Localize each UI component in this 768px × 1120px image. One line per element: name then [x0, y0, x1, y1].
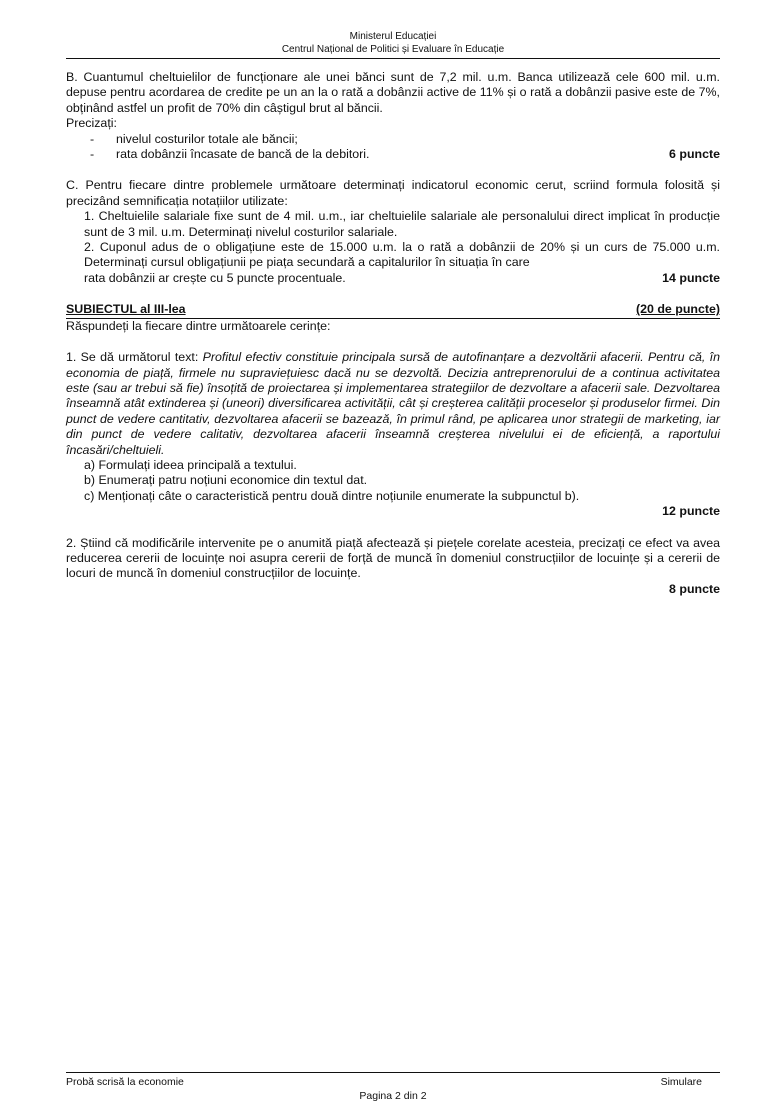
question-1-score: 12 puncte: [662, 504, 720, 519]
header-divider: [66, 58, 720, 59]
subject-3-points: (20 de puncte): [636, 302, 720, 317]
footer-exam-name: Probă scrisă la economie: [66, 1076, 184, 1088]
header-center: Centrul Național de Politici și Evaluare în Educație: [281, 44, 505, 55]
list-item: - nivelul costurilor totale ale băncii;: [90, 131, 298, 146]
section-c-score: 14 puncte: [662, 270, 720, 285]
header-ministry: Ministerul Educației: [349, 31, 437, 42]
section-b: [66, 70, 720, 162]
question-1-item-b: b) Enumerați patru noțiuni economice din textul dat.: [84, 473, 368, 488]
section-b-score: 6 puncte: [669, 147, 720, 162]
section-c-problem-1: 1. Cheltuielile salariale fixe sunt de 4 mil. u.m., iar cheltuielile salariale ale personalului direct implicat în producție sunt de 3 mil. u.m. Determinați nivelul costurilor salariale.: [84, 209, 720, 239]
footer-divider: [66, 1072, 720, 1073]
section-c-text: C. Pentru fiecare dintre problemele următoare determinați indicatorul economic cerut, scriind formula folosită și precizând semnificația notațiilor utilizate:: [66, 178, 720, 208]
subject-3-heading: [66, 302, 720, 318]
section-c-problem-2: 2. Cuponul adus de o obligațiune este de 15.000 u.m. la o rată a dobânzii de 20% și un curs de 75.000 u.m. Determinați cursul obligațiunii pe piața secundară a capitalurilor în situația în care: [84, 240, 720, 270]
question-1-text: 1. Se dă următorul text: Profitul efectiv constituie principala sursă de autofinanțare a dezvoltării afacerii. Pentru că, în economia de piață, firmele nu supraviețuiesc dacă nu se dezvoltă. Decizia antreprenorului de a continua activitatea este (sau ar trebui să fie) însoțită de proiectarea și implementarea strategiilor de dezvoltare a afacerii sale. Dezvoltarea înseamnă atât extinderea și (uneori) diversificarea activității, cât și creșterea calității proceselor și produselor firmei. Din punct de vedere cantitativ, dezvoltarea afacerii se bazează, în primul rând, pe aplicarea unor strategii de marketing, iar din punct de vedere calitativ, dezvoltarea afacerii înseamnă creșterea nivelului ei de eficiență, a raportului încasări/cheltuieli.: [66, 350, 720, 457]
question-2-text: 2. Știind că modificările intervenite pe o anumită piață afectează și piețele corelate acesteia, precizați ce efect va avea reducerea cererii de locuințe noi asupra cererii de forță de muncă în domeniul construcțiilor de locuințe și a cererii de locuri de muncă în domeniul construcțiilor de locuințe.: [66, 535, 720, 581]
document-body: [66, 70, 720, 597]
section-c-problem-2-end: rata dobânzii ar crește cu 5 puncte procentuale. 14 puncte: [84, 270, 720, 285]
question-1-quote: Profitul efectiv constituie principala sursă de autofinanțare a dezvoltării afacerii. Pentru că, în economia de piață, firmele nu supraviețuiesc dacă nu se dezvoltă. Decizia antreprenorului de a continua activitatea este (sau ar trebui să fie) însoțită de proiectarea și implementarea strategiilor de dezvoltare a afacerii sale. Dezvoltarea înseamnă atât extinderea și (uneori) diversificarea activității, cât și creșterea calității proceselor și produselor firmei. Din punct de vedere cantitativ, dezvoltarea afacerii se bazează, în primul rând, pe aplicarea unor strategii de marketing, iar din punct de vedere calitativ, dezvoltarea afacerii înseamnă creșterea nivelului ei de eficiență, a raportului încasări/cheltuieli.: [66, 350, 720, 457]
section-b-list: [66, 132, 720, 163]
subject-3-instruction: Răspundeți la fiecare dintre următoarele cerințe:: [66, 318, 331, 333]
dash-bullet: -: [90, 131, 95, 146]
question-1-item-c: c) Menționați câte o caracteristică pentru două dintre noțiunile enumerate la subpunctul b).: [84, 488, 580, 503]
section-b-text: B. Cuantumul cheltuielilor de funcționare ale unei bănci sunt de 7,2 mil. u.m. Banca utilizează cele 600 mil. u.m. depuse pentru acordarea de credite pe un an la o rată a dobânzii active de 11% și o rată a dobânzii pasive este de 7%, obținând astfel un profit de 70% din câștigul brut al băncii.: [66, 70, 720, 115]
footer-session: Simulare: [660, 1076, 702, 1088]
question-1: [66, 350, 720, 519]
dash-bullet: -: [90, 147, 95, 162]
question-2: [66, 536, 720, 598]
footer-page-number: Pagina 2 din 2: [359, 1090, 427, 1102]
page-header: [66, 30, 720, 56]
list-item: - rata dobânzii încasate de bancă de la debitori. 6 puncte: [90, 147, 720, 162]
section-c: [66, 178, 720, 286]
section-b-prompt: Precizați:: [66, 116, 117, 131]
question-2-score: 8 puncte: [669, 581, 720, 596]
question-1-item-a: a) Formulați ideea principală a textului.: [84, 457, 297, 472]
subject-3-title: SUBIECTUL al III-lea: [66, 302, 186, 317]
